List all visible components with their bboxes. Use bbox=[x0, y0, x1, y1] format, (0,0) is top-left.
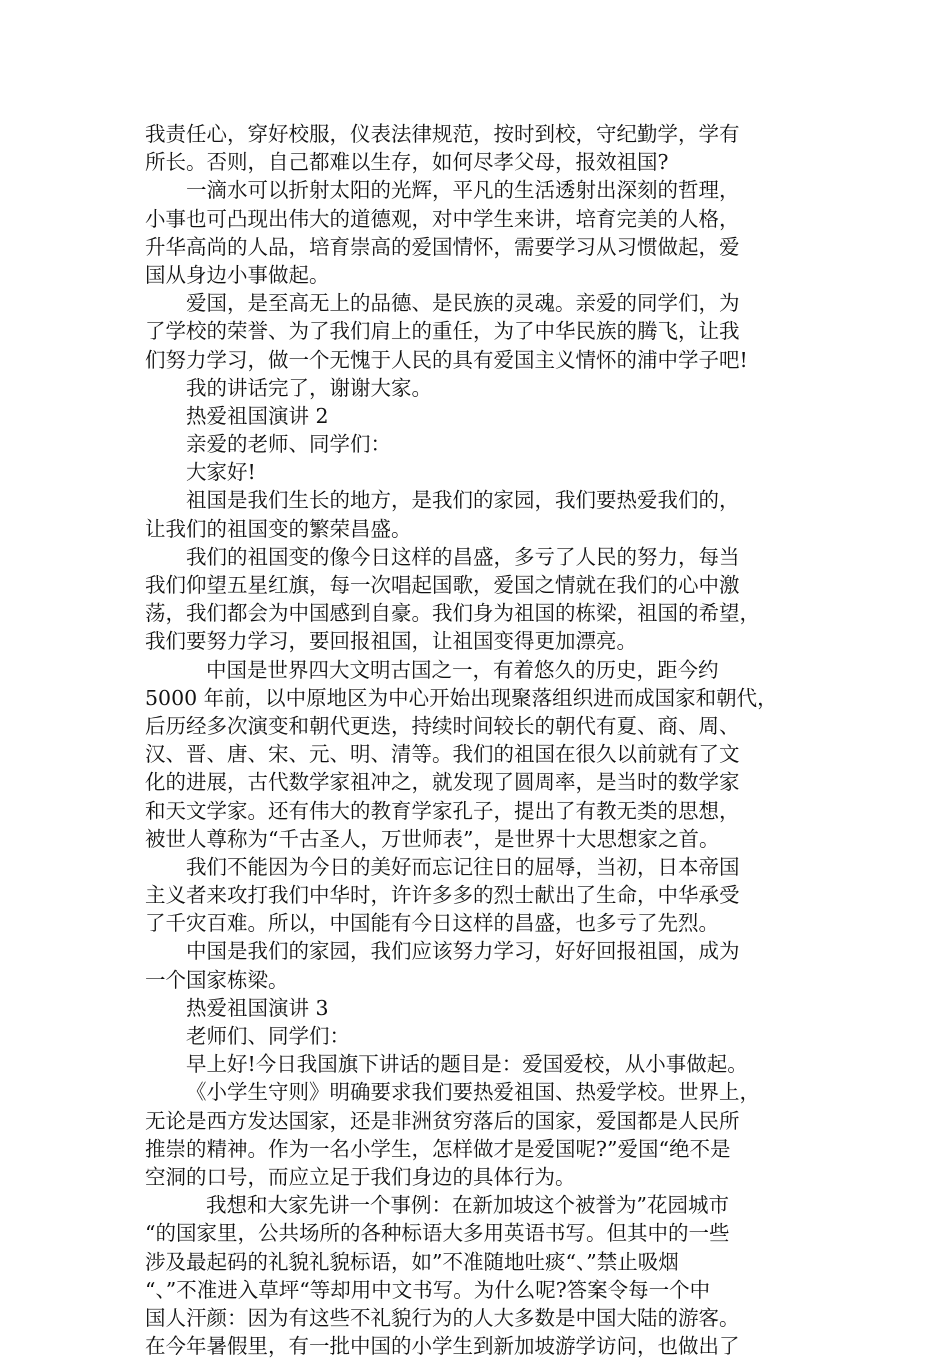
text-line: 老师们、同学们： bbox=[186, 1024, 350, 1048]
text-line: 无论是西方发达国家，还是非洲贫穷落后的国家，爱国都是人民所 bbox=[145, 1108, 740, 1133]
text-line: “的国家里，公共场所的各种标语大多用英语书写。但其中的一些 bbox=[145, 1221, 730, 1246]
text-line: 我想和大家先讲一个事例：在新加坡这个被誉为”花园城市 bbox=[206, 1193, 729, 1218]
text-line: 一个国家栋梁。 bbox=[145, 967, 289, 992]
text-line: 亲爱的老师、同学们： bbox=[186, 432, 391, 457]
text-line: 祖国是我们生长的地方，是我们的家园，我们要热爱我们的， bbox=[186, 488, 740, 513]
text-line: 让我们的祖国变的繁荣昌盛。 bbox=[145, 516, 412, 541]
text-line: “、”不准进入草坪“等却用中文书写。为什么呢?答案令每一个中 bbox=[145, 1277, 711, 1302]
text-line: 推崇的精神。作为一名小学生，怎样做才是爱国呢?”爱国“绝不是 bbox=[145, 1136, 731, 1161]
text-line: 我们要努力学习，要回报祖国，让祖国变得更加漂亮。 bbox=[145, 629, 637, 654]
text-line: 我责任心，穿好校服，仪表法律规范，按时到校，守纪勤学，学有 bbox=[145, 122, 740, 146]
text-line: 早上好!今日我国旗下讲话的题目是：爱国爱校，从小事做起。 bbox=[186, 1052, 748, 1077]
text-line: 化的进展，古代数学家祖冲之，就发现了圆周率，是当时的数学家 bbox=[145, 770, 740, 795]
text-line: 国从身边小事做起。 bbox=[145, 262, 330, 287]
text-line: 一滴水可以折射太阳的光辉，平凡的生活透射出深刻的哲理， bbox=[186, 178, 740, 203]
text-line: 《小学生守则》明确要求我们要热爱祖国、热爱学校。世界上， bbox=[186, 1080, 760, 1105]
text-line: 热爱祖国演讲 2 bbox=[186, 403, 329, 428]
document-page bbox=[145, 120, 813, 1360]
text-line: 热爱祖国演讲 3 bbox=[186, 995, 329, 1020]
text-line: 中国是世界四大文明古国之一，有着悠久的历史，距今约 bbox=[206, 657, 719, 682]
text-line: 了千灾百难。所以，中国能有今日这样的昌盛，也多亏了先烈。 bbox=[145, 911, 719, 936]
text-line: 涉及最起码的礼貌礼貌标语，如”不准随地吐痰“、”禁止吸烟 bbox=[145, 1249, 679, 1274]
text-line: 了学校的荣誉、为了我们肩上的重任，为了中华民族的腾飞，让我 bbox=[145, 319, 740, 344]
text-line: 主义者来攻打我们中华时，许许多多的烈士献出了生命，中华承受 bbox=[145, 883, 740, 908]
text-line: 所长。否则，自己都难以生存，如何尽孝父母，报效祖国? bbox=[145, 150, 669, 175]
text-line: 后历经多次演变和朝代更迭，持续时间较长的朝代有夏、商、周、 bbox=[145, 713, 740, 738]
text-line: 中国是我们的家园，我们应该努力学习，好好回报祖国，成为 bbox=[186, 939, 740, 964]
text-line: 我们仰望五星红旗，每一次唱起国歌，爱国之情就在我们的心中激 bbox=[145, 573, 740, 597]
text-line: 我们不能因为今日的美好而忘记往日的屈辱，当初，日本帝国 bbox=[186, 854, 740, 879]
text-line: 荡，我们都会为中国感到自豪。我们身为祖国的栋梁，祖国的希望， bbox=[145, 601, 760, 626]
text-line: 国人汗颜：因为有这些不礼貌行为的人大多数是中国大陆的游客。 bbox=[145, 1305, 740, 1330]
text-line: 空洞的口号，而应立足于我们身边的具体行为。 bbox=[145, 1164, 576, 1189]
text-line: 我们的祖国变的像今日这样的昌盛，多亏了人民的努力，每当 bbox=[186, 544, 740, 569]
text-line: 我的讲话完了，谢谢大家。 bbox=[186, 375, 432, 400]
text-line: 们努力学习，做一个无愧于人民的具有爱国主义情怀的浦中学子吧! bbox=[145, 347, 748, 372]
text-line: 5000 年前，以中原地区为中心开始出现聚落组织进而成国家和朝代， bbox=[145, 685, 778, 710]
text-line: 和天文学家。还有伟大的教育学家孔子，提出了有教无类的思想， bbox=[145, 798, 740, 823]
text-line: 汉、晋、唐、宋、元、明、清等。我们的祖国在很久以前就有了文 bbox=[145, 742, 740, 767]
text-line: 小事也可凸现出伟大的道德观，对中学生来讲，培育完美的人格， bbox=[145, 206, 740, 231]
text-line: 爱国，是至高无上的品德、是民族的灵魂。亲爱的同学们，为 bbox=[186, 291, 740, 316]
text-line: 大家好! bbox=[186, 460, 256, 485]
text-line: 升华高尚的人品，培育崇高的爱国情怀，需要学习从习惯做起，爱 bbox=[145, 234, 740, 259]
text-line: 被世人尊称为“千古圣人，万世师表”，是世界十大思想家之首。 bbox=[145, 826, 720, 851]
text-line: 在今年暑假里，有一批中国的小学生到新加坡游学访问，也做出了 bbox=[145, 1334, 740, 1359]
